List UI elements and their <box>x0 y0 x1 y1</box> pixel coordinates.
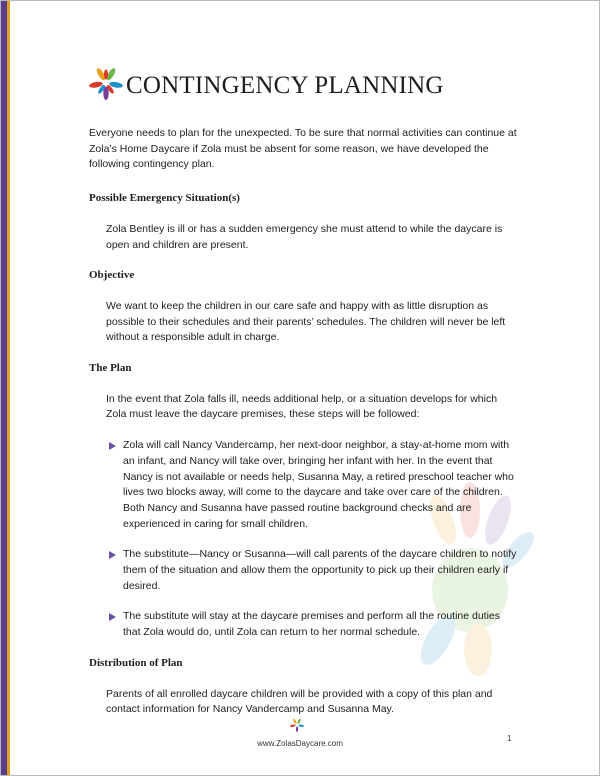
section-heading-distribution: Distribution of Plan <box>89 656 183 669</box>
intro-paragraph: Everyone needs to plan for the unexpected. To be sure that normal activities can continue at Zola’s Home Daycare if Zola must be absent for some reason, we have developed the following contingency plan. <box>89 127 517 171</box>
triangle-bullet-icon <box>109 613 116 621</box>
left-stripe-gold <box>7 1 10 775</box>
triangle-bullet-icon <box>109 551 116 559</box>
plan-step-text: The substitute—Nancy or Susanna—will call parents of the daycare children to notify them of the situation and allow them the opportunity to pick up their children early if desired. <box>123 548 517 592</box>
section-body-objective: We want to keep the children in our care safe and happy with as little disruption as possible to their schedules and their parents’ schedules. The children will never be left without a responsible adult in charge. <box>106 299 506 344</box>
footer-logo-icon <box>290 718 304 732</box>
section-body-plan: In the event that Zola falls ill, needs additional help, or a situation develops for which Zola must leave the daycare premises, these steps will be followed: <box>106 392 498 421</box>
section-body-distribution: Parents of all enrolled daycare children will be provided with a copy of this plan and contact information for Nancy Vandercamp and Susanna May. <box>106 687 493 716</box>
plan-step-text: Zola will call Nancy Vandercamp, her next-door neighbor, a stay-at-home mom with an infant, and Nancy will take over, bringing her infant with her. In the event that Nancy is not available or needs help, Susanna May, a retired preschool teacher who lives two blocks away, will come to the daycare and take over care of the children. Both Nancy and Susanna have passed routine background checks and are experienced in caring for small children. <box>123 439 514 530</box>
page-number: 1 <box>507 734 512 743</box>
list-item <box>106 609 519 640</box>
list-item <box>106 438 519 532</box>
list-item <box>106 547 519 594</box>
plan-steps-list <box>89 438 519 641</box>
daycare-logo-icon <box>89 66 123 100</box>
document-title: CONTINGENCY PLANNING <box>126 72 444 99</box>
section-heading-plan: The Plan <box>89 362 132 375</box>
footer-website: www.ZolasDaycare.com <box>257 739 343 748</box>
section-body-emergency: Zola Bentley is ill or has a sudden emergency she must attend to while the daycare is open and children are present. <box>106 222 503 251</box>
plan-step-text: The substitute will stay at the daycare premises and perform all the routine duties that Zola would do, until Zola can return to her normal schedule. <box>123 610 501 639</box>
section-heading-objective: Objective <box>89 269 135 282</box>
document-body <box>89 126 519 733</box>
triangle-bullet-icon <box>109 442 116 450</box>
section-heading-emergency: Possible Emergency Situation(s) <box>89 192 240 205</box>
